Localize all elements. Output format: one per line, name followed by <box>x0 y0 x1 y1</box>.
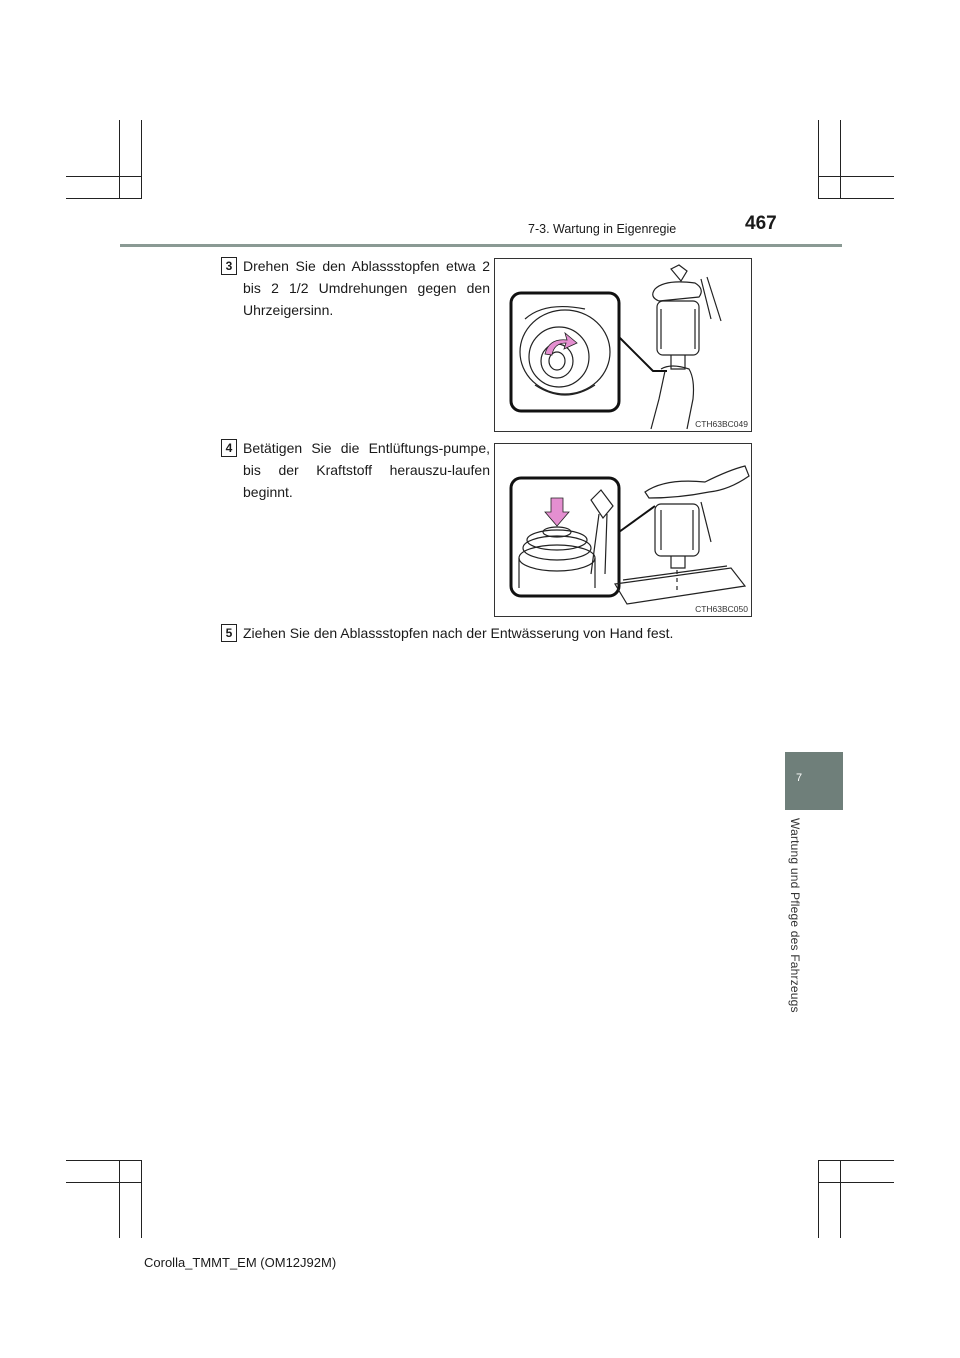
crop-mark <box>141 1160 142 1238</box>
page-number: 467 <box>745 213 777 234</box>
crop-mark <box>818 1160 819 1238</box>
crop-mark <box>66 1182 142 1183</box>
chapter-number: 7 <box>795 772 803 784</box>
document-id: Corolla_TMMT_EM (OM12J92M) <box>144 1255 337 1270</box>
crop-mark <box>840 1160 841 1238</box>
figure-bleed-pump <box>494 443 752 617</box>
section-title: 7-3. Wartung in Eigenregie <box>528 222 677 236</box>
header-rule <box>120 244 842 247</box>
crop-mark <box>141 120 142 198</box>
figure-drain-plug <box>494 258 752 432</box>
crop-mark <box>818 1160 894 1161</box>
step-instruction: Ziehen Sie den Ablassstopfen nach der Entwässerung von Hand fest. <box>243 625 674 641</box>
crop-mark <box>66 176 142 177</box>
figure-code: CTH63BC049 <box>695 419 748 429</box>
step-instruction: Drehen Sie den Ablassstopfen etwa 2 bis 2 1/2 Umdrehungen gegen den Uhrzeigersinn. <box>243 258 490 318</box>
crop-mark <box>840 120 841 198</box>
bleed-pump-illustration <box>495 444 751 616</box>
step-number-badge: 4 <box>221 439 237 457</box>
chapter-tab <box>785 752 843 810</box>
step-instruction: Betätigen Sie die Entlüftungs-pumpe, bis der Kraftstoff herauszu-laufen beginnt. <box>243 440 490 500</box>
drain-plug-illustration <box>495 259 751 431</box>
chapter-title: Wartung und Pflege des Fahrzeugs <box>788 818 802 1013</box>
figure-code: CTH63BC050 <box>695 604 748 614</box>
crop-mark <box>818 1182 894 1183</box>
step-number-badge: 3 <box>221 257 237 275</box>
crop-mark <box>66 1160 142 1161</box>
crop-mark <box>818 120 819 198</box>
crop-mark <box>818 198 894 199</box>
crop-mark <box>119 1160 120 1238</box>
crop-mark <box>119 120 120 198</box>
crop-mark <box>818 176 894 177</box>
crop-mark <box>66 198 142 199</box>
step-number-badge: 5 <box>221 624 237 642</box>
